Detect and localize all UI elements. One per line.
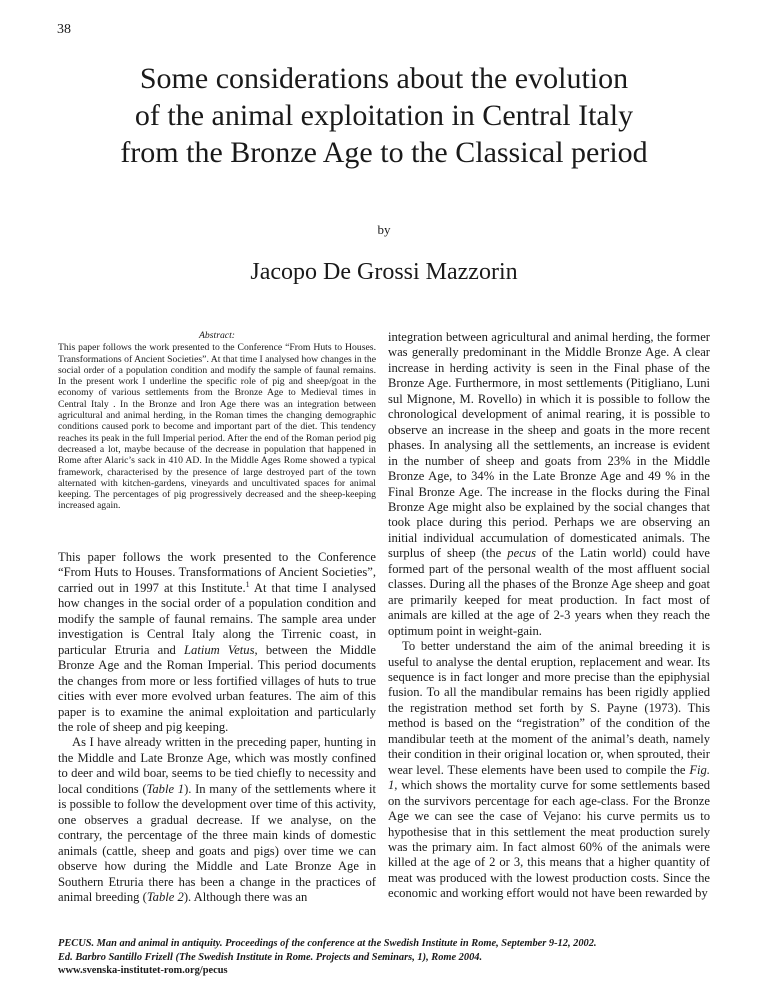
figure-reference[interactable]: Fig. 1 [388, 762, 710, 793]
footnote-ref[interactable]: 1 [245, 579, 250, 589]
byline-by: by [377, 222, 391, 237]
body-paragraph: As I have already written in the preceding paper, hunting in the Middle and Late Bronze Age, which was mostly confined to deer and wild boar, seems to be tied chiefly to necessity and local conditions (Table 1). In many of the settlements where it is possible to follow the development over time of this activity, one observes a gradual decrease. If we analyse, on the contrary, the percentage of the three main kinds of domestic animals (cattle, sheep and goats and pigs) over time we can observe how during the Middle and Late Bronze Age in Southern Etruria there has been a change in the practices of animal breeding (Table 2). Although there was an [58, 735, 377, 904]
title-line: of the animal exploitation in Central Italy [134, 99, 634, 132]
footer-url-link[interactable]: www.svenska-institutet-rom.org/pecus [58, 965, 228, 976]
paper-title [60, 60, 708, 171]
title-line: Some considerations about the evolution [139, 62, 629, 95]
right-column-body [388, 330, 710, 902]
footer-editor-line: Ed. Barbro Santillo Frizell (The Swedish Institute in Rome. Projects and Seminars, 1), Rome 2004. [58, 951, 483, 963]
table-reference[interactable]: Table 2 [146, 889, 184, 904]
abstract [58, 330, 376, 512]
author-name: Jacopo De Grossi Mazzorin [250, 259, 518, 285]
publication-footer [58, 937, 718, 978]
body-paragraph: integration between agricultural and animal herding, the former was generally predominant in the Middle Bronze Age. A clear increase in herding activity is seen in the Final phase of the Bronze Age. Furthermore, in most settlements (Pitigliano, Luni sul Mignone, M. Rovello) in which it is possible to follow the chronological development of animal rearing, it is possible to observe an increase in the sheep and goats in the more recent phases. In analysing all the settlements, an increase is evident in the number of sheep and goats from 23% in the Middle Bronze Age, to 34% in the Late Bronze Age and 49 % in the Final Bronze Age. The increase in the flocks during the Final Bronze Age might also be explained by the social changes that took place during this period. Perhaps we are observing an initial individual accumulation of domesticated animals. The surplus of sheep (the pecus of the Latin world) could have formed part of the personal wealth of the most affluent social classes. During all the phases of the Bronze Age sheep and goat are primarily keeped for meat production. In fact most of animals are killed at the age of 2-3 years when they reach the optimum point in weight-gain. [388, 330, 710, 638]
title-line: from the Bronze Age to the Classical period [120, 136, 648, 169]
body-paragraph: This paper follows the work presented to the Conference “From Huts to Houses. Transformations of Ancient Societies”, carried out in 1997 at this Institute.$^1$ At that time I analysed how changes in the social order of a population condition and modify the sample of faunal remains. The sample area under investigation is Central Italy along the Tirrenic coast, in particular Etruria and Latium Vetus, between the Middle Bronze Age and the Roman Imperial. This period documents the changes from more or less fortified villages of huts to true cities with ever more evolved urban features. The aim of this paper is to examine the animal exploitation and particularly the role of sheep and pig keeping. [58, 550, 376, 734]
footer-citation-line: PECUS. Man and animal in antiquity. Proceedings of the conference at the Swedish Institute in Rome, September 9-12, 2002. [58, 938, 597, 949]
table-reference[interactable]: Table 1 [146, 781, 185, 796]
abstract-text: This paper follows the work presented to the Conference “From Huts to Houses. Transformations of Ancient Societies”. At that time I analysed how changes in the social order of a population condition and modify the sample of faunal remains. In the present work I underline the specific role of pig and sheep/goat in the economy of various settlements from the Bronze Age to Medieval times in Central Italy . In the Bronze and Iron Age there was an integration between agricultural and animal herding, in the Roman times the changing demographic conditions caused pork to become and important part of the diet. This tendency reaches its peak in the full Imperial period. After the end of the Roman period pig decreased a lot, maybe because of the decrease in population that happened in Rome after Alaric’s sack in 410 AD. In the Middle Ages Rome showed a typical framework, characterised by the presence of large destroyed part of the town alternated with kitchen-gardens, vineyards and uncultivated spaces for animal keeping. The percentages of pig progressively decreased and the sheep-keeping increased again. [58, 342, 376, 512]
body-paragraph: To better understand the aim of the animal breeding it is useful to analyse the dental eruption, replacement and wear. Its sequence is in fact longer and more precise than the epiphysial fusion. To all the mandibular remains has been rigidly applied the registration method set forth by S. Payne (1973). This method is based on the “registration” of the condition of the mandibular teeth at the moment of the animal’s death, namely their condition in their original location or, when sprouted, their wear level. These elements have been used to compile the Fig. 1, which shows the mortality curve for some settlements based on the survivors percentage for each age-class. For the Bronze Age we can see the case of Vejano: his curve permits us to hypothesise that in this settlement the meat production surely was the primary aim. In fact almost 60% of the animals were killed at the age of 2 or 3, this means that a higher quantity of meat was produced with the lowest production costs. Since the economic and working effort would not have been rewarded by [388, 639, 710, 901]
left-column-body [58, 550, 376, 905]
abstract-heading: Abstract: [198, 330, 236, 341]
page-number: 38 [57, 22, 71, 37]
